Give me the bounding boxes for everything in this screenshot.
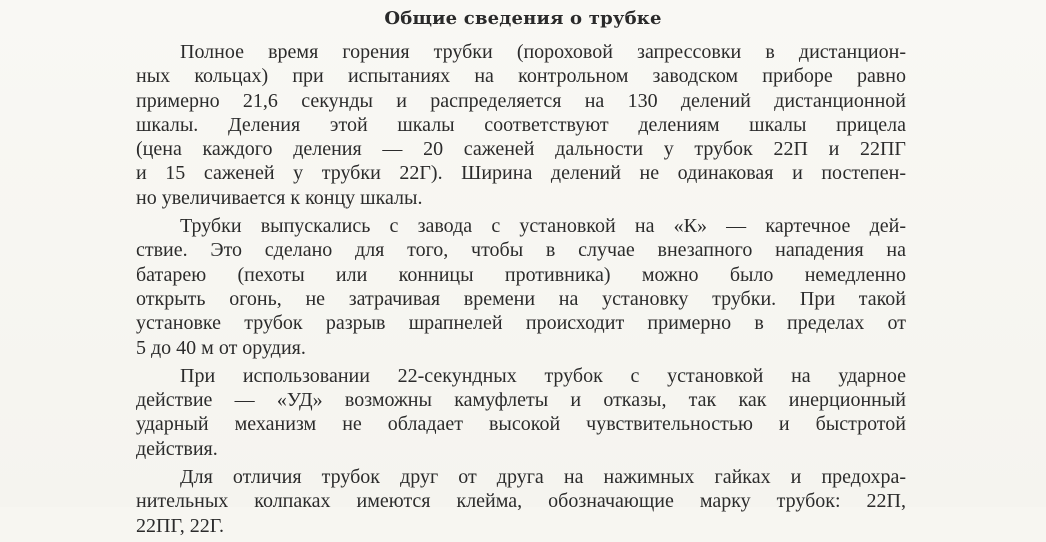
text-line: нительных колпаках имеются клейма, обозначающие марку трубок: 22П, [136,490,906,513]
text-line: батарею (пехоты или конницы противника) можно было немедленно [136,263,906,286]
text-line: Полное время горения трубки (пороховой запрессовки в дистанцион- [180,41,906,63]
text-line: ных кольцах) при испытаниях на контрольном заводском приборе равно [136,65,906,88]
text-line: При использовании 22-секундных трубок с установкой на ударное [180,364,906,387]
text-line: шкалы. Деления этой шкалы соответствуют делениям шкалы прицела [136,113,906,136]
text-line: ударный механизм не обладает высокой чувствительностью и быстротой [136,413,906,436]
text-line: и 15 саженей у трубки 22Г). Ширина делений не одинаковая и постепен- [136,162,906,185]
paragraph-1 [136,40,906,210]
paragraph-4 [136,465,906,538]
text-line: действие — «УД» возможны камуфлеты и отказы, так как инерционный [136,389,906,412]
section-title: Общие сведения о трубке [384,8,662,29]
text-line: Для отличия трубок друг от друга на нажимных гайках и предохра- [180,466,906,489]
text-line: Трубки выпускались с завода с установкой на «К» — картечное дей- [180,215,906,238]
paragraph-2 [136,214,906,360]
text-line: примерно 21,6 секунды и распределяется на 130 делений дистанционной [136,89,906,112]
text-line: открыть огонь, не затрачивая времени на установку трубки. При такой [136,287,906,310]
paragraph-3 [136,364,906,461]
text-line: 5 до 40 м от орудия. [136,336,306,359]
text-line: но увеличивается к концу шкалы. [136,186,423,209]
document-body [136,40,906,542]
text-line: установке трубок разрыв шрапнелей происходит примерно в пределах от [136,312,906,335]
text-line: (цена каждого деления — 20 саженей дальности у трубок 22П и 22ПГ [136,138,906,161]
text-line: действия. [136,437,218,460]
text-line: 22ПГ, 22Г. [136,514,225,537]
text-line: ствие. Это сделано для того, чтобы в случае внезапного нападения на [136,239,906,262]
